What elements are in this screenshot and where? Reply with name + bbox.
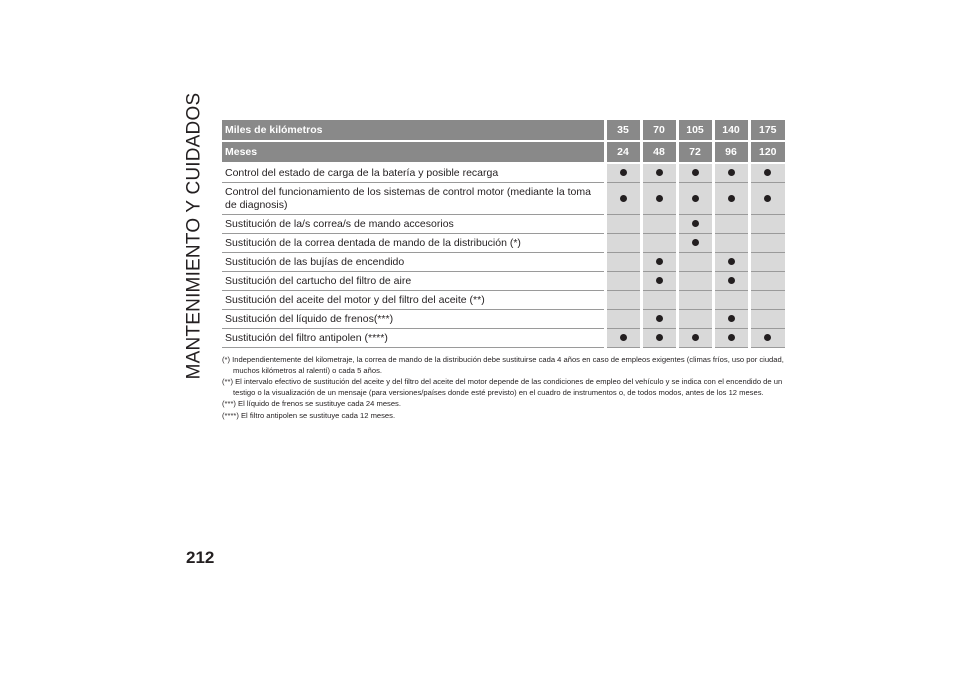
schedule-cell — [749, 310, 785, 329]
schedule-cell — [677, 234, 713, 253]
bullet-dot-icon — [656, 258, 663, 265]
header-value: 72 — [677, 141, 713, 163]
schedule-cell — [713, 329, 749, 348]
schedule-cell — [749, 253, 785, 272]
schedule-cell — [749, 215, 785, 234]
schedule-cell — [749, 291, 785, 310]
table-row — [222, 163, 785, 183]
header-label: Meses — [222, 141, 605, 163]
bullet-dot-icon — [764, 169, 771, 176]
schedule-cell — [605, 215, 641, 234]
bullet-dot-icon — [728, 258, 735, 265]
bullet-dot-icon — [728, 334, 735, 341]
schedule-cell — [605, 291, 641, 310]
schedule-cell — [713, 272, 749, 291]
schedule-cell — [713, 183, 749, 215]
header-value: 175 — [749, 120, 785, 141]
page-number: 212 — [186, 548, 215, 567]
bullet-dot-icon — [692, 334, 699, 341]
schedule-cell — [749, 183, 785, 215]
schedule-cell — [713, 253, 749, 272]
footnote: (***) El líquido de frenos se sustituye cada 24 meses. — [222, 399, 401, 408]
bullet-dot-icon — [620, 169, 627, 176]
footnote: (**) El intervalo efectivo de sustitución del aceite y del filtro del aceite del motor depende de las condiciones de empleo del vehículo y se indica con el encendido de un testigo o la visualización de un mensaje (para versiones/países donde esté previsto) en el cuadro de instrumentos o, de todos modos, antes de los 12 meses. — [222, 377, 783, 397]
bullet-dot-icon — [692, 195, 699, 202]
schedule-cell — [749, 272, 785, 291]
table-row — [222, 272, 785, 291]
schedule-cell — [713, 291, 749, 310]
schedule-cell — [641, 329, 677, 348]
schedule-cell — [677, 253, 713, 272]
table-row — [222, 310, 785, 329]
bullet-dot-icon — [620, 195, 627, 202]
schedule-cell — [749, 234, 785, 253]
bullet-dot-icon — [728, 195, 735, 202]
bullet-dot-icon — [728, 277, 735, 284]
header-value: 120 — [749, 141, 785, 163]
schedule-cell — [605, 310, 641, 329]
schedule-cell — [713, 163, 749, 183]
row-label: Sustitución del filtro antipolen (****) — [222, 329, 605, 348]
header-row — [222, 120, 785, 141]
row-label: Sustitución del líquido de frenos(***) — [222, 310, 605, 329]
row-label: Sustitución de la correa dentada de mando de la distribución (*) — [222, 234, 605, 253]
schedule-cell — [677, 272, 713, 291]
bullet-dot-icon — [656, 315, 663, 322]
header-row — [222, 141, 785, 163]
side-section-title — [176, 92, 212, 380]
schedule-cell — [605, 329, 641, 348]
schedule-cell — [677, 329, 713, 348]
schedule-cell — [641, 163, 677, 183]
schedule-cell — [641, 272, 677, 291]
row-label: Control del funcionamiento de los sistemas de control motor (mediante la toma de diagnosis) — [222, 183, 605, 215]
bullet-dot-icon — [692, 220, 699, 227]
schedule-cell — [677, 310, 713, 329]
header-value: 70 — [641, 120, 677, 141]
table-row — [222, 253, 785, 272]
header-value: 105 — [677, 120, 713, 141]
header-label: Miles de kilómetros — [222, 120, 605, 141]
schedule-cell — [749, 163, 785, 183]
header-value: 96 — [713, 141, 749, 163]
bullet-dot-icon — [764, 195, 771, 202]
bullet-dot-icon — [656, 277, 663, 284]
schedule-cell — [605, 163, 641, 183]
row-label: Sustitución del cartucho del filtro de aire — [222, 272, 605, 291]
footnote: (*) Independientemente del kilometraje, la correa de mando de la distribución debe sustituirse cada 4 años en caso de empleos exigentes (climas fríos, uso por ciudad, muchos kilómetros al ralentí) o cada 5 años. — [222, 355, 784, 375]
schedule-cell — [605, 253, 641, 272]
schedule-cell — [677, 291, 713, 310]
schedule-cell — [713, 215, 749, 234]
schedule-cell — [641, 253, 677, 272]
schedule-cell — [641, 310, 677, 329]
bullet-dot-icon — [656, 334, 663, 341]
footnote: (****) El filtro antipolen se sustituye cada 12 meses. — [222, 410, 396, 420]
header-value: 140 — [713, 120, 749, 141]
bullet-dot-icon — [620, 334, 627, 341]
bullet-dot-icon — [692, 239, 699, 246]
table-row — [222, 183, 785, 215]
row-label: Sustitución del aceite del motor y del filtro del aceite (**) — [222, 291, 605, 310]
schedule-cell — [641, 215, 677, 234]
schedule-cell — [713, 310, 749, 329]
header-value: 24 — [605, 141, 641, 163]
bullet-dot-icon — [656, 195, 663, 202]
schedule-cell — [677, 215, 713, 234]
schedule-cell — [713, 234, 749, 253]
side-section-title-text: MANTENIMIENTO Y CUIDADOS — [183, 92, 204, 380]
schedule-cell — [641, 234, 677, 253]
row-label: Sustitución de la/s correa/s de mando accesorios — [222, 215, 605, 234]
schedule-cell — [677, 183, 713, 215]
bullet-dot-icon — [728, 169, 735, 176]
header-value: 48 — [641, 141, 677, 163]
table-row — [222, 291, 785, 310]
schedule-cell — [677, 163, 713, 183]
schedule-cell — [641, 291, 677, 310]
schedule-body — [222, 120, 785, 348]
schedule-cell — [605, 272, 641, 291]
maintenance-schedule-table — [222, 120, 785, 348]
table-row — [222, 329, 785, 348]
bullet-dot-icon — [764, 334, 771, 341]
table-row — [222, 215, 785, 234]
bullet-dot-icon — [728, 315, 735, 322]
bullet-dot-icon — [692, 169, 699, 176]
schedule-cell — [605, 183, 641, 215]
schedule-cell — [641, 183, 677, 215]
row-label: Sustitución de las bujías de encendido — [222, 253, 605, 272]
table-row — [222, 234, 785, 253]
footnotes — [222, 355, 784, 422]
schedule-cell — [605, 234, 641, 253]
schedule-cell — [749, 329, 785, 348]
bullet-dot-icon — [656, 169, 663, 176]
row-label: Control del estado de carga de la batería y posible recarga — [222, 163, 605, 183]
header-value: 35 — [605, 120, 641, 141]
